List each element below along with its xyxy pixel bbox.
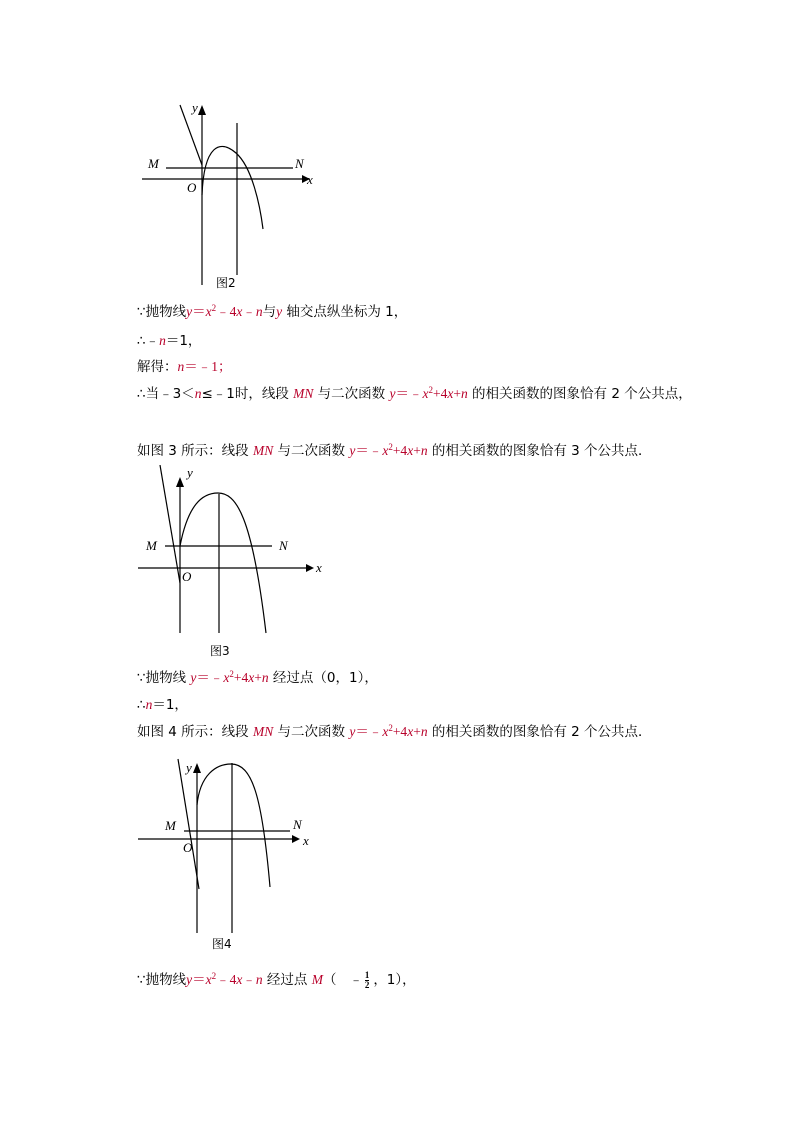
math-var: y — [186, 972, 193, 987]
math-var: y — [186, 304, 193, 319]
parabola — [202, 146, 263, 229]
math-var: y — [389, 386, 396, 401]
math-var: y — [349, 724, 356, 739]
math-var: MN — [252, 724, 274, 739]
x-axis-arrow — [292, 835, 300, 843]
text-run: 经过点（0，1）， — [268, 670, 378, 686]
math-exp: 2 — [211, 971, 217, 981]
math-var: n — [420, 443, 428, 458]
fraction — [365, 971, 370, 990]
math-op: + — [413, 724, 421, 739]
math-var: x — [407, 443, 414, 458]
text-run: ，1）， — [373, 972, 416, 988]
figure-2-graph — [130, 95, 330, 295]
figure-caption: 图2 — [216, 276, 236, 290]
math-var: n — [460, 386, 468, 401]
text-run: ∴ — [137, 697, 146, 713]
math-var: x — [223, 670, 230, 685]
figure-4-graph — [130, 755, 330, 955]
math-op: ﹣ — [242, 304, 256, 319]
x-label: x — [316, 560, 322, 575]
text-run: （ — [322, 972, 337, 988]
n-label: N — [293, 817, 302, 832]
text-line-1 — [137, 302, 407, 322]
math-op: ﹣4 — [216, 972, 237, 987]
math-var: y — [276, 304, 283, 319]
text-run: 的相关函数的图象恰有 2 个公共点． — [427, 724, 652, 740]
text-run: 与二次函数 — [273, 724, 350, 740]
math-op: + — [254, 670, 262, 685]
text-run: 与 — [262, 304, 277, 320]
x-axis-arrow — [306, 564, 314, 572]
text-run: ≤﹣1时，线段 — [201, 386, 294, 402]
y-label: y — [187, 465, 193, 480]
figure-2 — [130, 95, 330, 295]
math-exp: 2 — [388, 442, 393, 452]
math-op: ﹣ — [349, 972, 363, 988]
x-label: x — [303, 833, 309, 848]
math-op: + — [453, 386, 461, 401]
math-var: MN — [293, 386, 314, 401]
math-op: ﹣ — [242, 972, 256, 987]
figure-caption: 图3 — [210, 644, 230, 658]
math-op: ＝﹣ — [355, 724, 383, 739]
text-line-9 — [137, 970, 416, 990]
left-line — [178, 759, 199, 889]
text-run: ∵抛物线 — [137, 304, 187, 320]
figure-caption: 图4 — [212, 937, 232, 951]
math-exp: 2 — [229, 669, 234, 679]
math-op: ＝﹣ — [196, 670, 224, 685]
left-line — [160, 465, 180, 583]
math-var: n — [255, 304, 263, 319]
math-op: ＝ — [192, 304, 206, 319]
math-op: ＝﹣ — [355, 443, 383, 458]
y-axis-arrow — [198, 105, 206, 115]
text-run: 经过点 — [262, 972, 312, 988]
math-op: ＝ — [192, 972, 206, 987]
text-run: 轴交点纵坐标为 1， — [282, 304, 408, 320]
figure-3-graph — [130, 465, 330, 660]
math-var: x — [422, 386, 429, 401]
math-exp: 2 — [211, 303, 217, 313]
y-axis-arrow — [193, 763, 201, 773]
math-op: +4 — [392, 724, 408, 739]
math-var: n — [261, 670, 269, 685]
text-run: ∴﹣ — [137, 333, 160, 349]
y-label: y — [192, 100, 198, 115]
math-var: y — [349, 443, 356, 458]
math-var: M — [311, 972, 323, 987]
y-axis-arrow — [176, 477, 184, 487]
text-line-3 — [137, 357, 232, 377]
origin-label: O — [187, 180, 197, 195]
text-line-2 — [137, 331, 201, 351]
m-label: M — [146, 538, 157, 553]
math-op: ＝﹣1； — [184, 359, 232, 374]
text-run: 与二次函数 — [273, 443, 350, 459]
math-var: x — [407, 724, 414, 739]
math-exp: 2 — [428, 385, 433, 395]
figure-4 — [130, 755, 330, 955]
figure-3 — [130, 465, 330, 660]
math-op: +4 — [432, 386, 448, 401]
math-var: x — [382, 724, 389, 739]
math-op: +4 — [392, 443, 408, 458]
origin-label: O — [182, 569, 192, 584]
math-var: n — [145, 697, 153, 712]
math-exp: 2 — [388, 723, 393, 733]
text-line-4 — [137, 380, 712, 408]
text-line-5 — [137, 441, 652, 461]
math-op: ﹣4 — [216, 304, 237, 319]
text-run: 与二次函数 — [313, 386, 390, 402]
text-run: 如图 3 所示：线段 — [137, 443, 253, 459]
math-var: MN — [252, 443, 274, 458]
math-var: x — [248, 670, 255, 685]
text-run: ∵抛物线 — [137, 972, 187, 988]
math-var: x — [447, 386, 454, 401]
m-label: M — [165, 818, 176, 833]
text-run: 解得： — [137, 359, 178, 375]
text-run: ＝1， — [165, 333, 202, 349]
math-var: n — [159, 333, 166, 348]
parabola — [180, 493, 266, 633]
math-var: x — [236, 304, 243, 319]
origin-label: O — [183, 840, 193, 855]
text-line-6 — [137, 668, 378, 688]
math-op: + — [413, 443, 421, 458]
fraction-denominator: 2 — [364, 979, 370, 990]
math-op: +4 — [233, 670, 249, 685]
n-label: N — [279, 538, 288, 553]
text-run: 如图 4 所示：线段 — [137, 724, 253, 740]
parabola — [197, 764, 270, 887]
text-run: ∵抛物线 — [137, 670, 191, 686]
math-var: n — [177, 359, 185, 374]
math-var: n — [420, 724, 428, 739]
math-op: ＝﹣ — [395, 386, 423, 401]
m-label: M — [148, 156, 159, 171]
math-var: n — [194, 386, 202, 401]
n-label: N — [295, 156, 304, 171]
math-var: x — [382, 443, 389, 458]
math-var: x — [236, 972, 243, 987]
text-line-8 — [137, 722, 652, 742]
math-var: x — [205, 972, 212, 987]
text-run: 的相关函数的图象恰有 2 个公共点， — [467, 386, 692, 402]
math-var: n — [255, 972, 263, 987]
text-run: ∴当﹣3＜ — [137, 386, 195, 402]
math-var: x — [205, 304, 212, 319]
text-run: ＝1， — [152, 697, 188, 713]
text-line-7 — [137, 695, 188, 715]
y-label: y — [186, 760, 192, 775]
fraction-numerator: 1 — [364, 969, 370, 980]
math-var: y — [190, 670, 197, 685]
x-label: x — [307, 172, 313, 187]
text-run: 的相关函数的图象恰有 3 个公共点． — [427, 443, 652, 459]
